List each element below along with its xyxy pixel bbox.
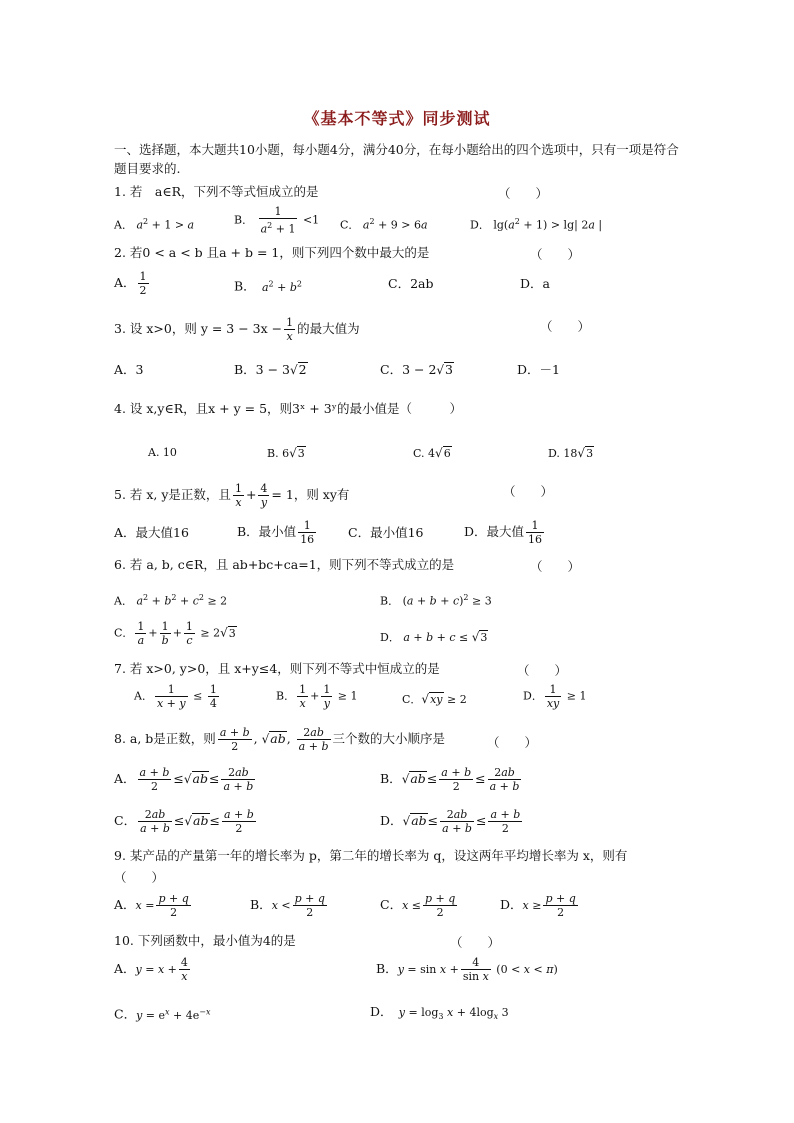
question-6-option-a: A． $a^2 + b^2 + c^2 \ge 2$ xyxy=(114,593,228,608)
question-10-option-a: A．y = x + $\frac{4}{x}$ xyxy=(114,956,188,983)
question-8-answer-blank: （ ） xyxy=(487,735,538,750)
question-10-option-b: B．y = sin x + $\frac{4}{\text{sin x}}$ (0 < x < π) xyxy=(376,956,558,983)
question-5-stem: 5. 若 x, y是正数，且 $\frac{1}{x}$ + $\frac{4}{y}$ = 1，则 xy有 xyxy=(114,482,350,509)
question-6-stem: 6. 若 a, b, c∈R，且 ab+bc+ca=1，则下列不等式成立的是 xyxy=(114,557,455,572)
question-9-stem: 9. 某产品的产量第一年的增长率为 p，第二年的增长率为 q，设这两年平均增长率为 x，则有 xyxy=(114,848,628,863)
question-3-option-b: B．3 − 3√2 xyxy=(234,362,307,377)
question-7-stem: 7. 若 x>0, y>0，且 x+y≤4，则下列不等式中恒成立的是 xyxy=(114,661,440,676)
question-4-option-d: D. 18√3 xyxy=(548,446,594,460)
question-10-option-c: C．$y = e^x + 4e^{-x}$ xyxy=(114,1006,211,1022)
question-3-option-d: D．－1 xyxy=(517,362,560,377)
question-9-option-c: C．x ≤ $\frac{p + q}{2}$ xyxy=(380,892,456,919)
question-7-option-d: D． $\frac{1}{xy}$ ≥ 1 xyxy=(523,683,587,710)
question-2-option-c: C．2ab xyxy=(388,276,434,291)
question-5-option-c: C．最小值16 xyxy=(348,525,424,540)
question-3-option-c: C．3 − 2√3 xyxy=(380,362,453,377)
question-2-option-d: D．a xyxy=(520,276,550,291)
question-5-answer-blank: （ ） xyxy=(503,484,554,499)
question-6-option-d: D． a + b + c ≤ √3 xyxy=(380,630,488,644)
question-8-option-b: B．√ab≤ $\frac{a + b}{2}$ ≤ $\frac{2ab}{a + b}$ xyxy=(380,766,520,793)
question-6-option-c: C． $\frac{1}{a}$ + $\frac{1}{b}$ + $\frac{1}{c}$ ≥ 2√3 xyxy=(114,620,236,647)
question-9-option-b: B．x < $\frac{p + q}{2}$ xyxy=(250,892,325,919)
question-5-option-b: B．最小值 $\frac{1}{16}$ xyxy=(237,519,315,546)
question-5-option-d: D．最大值 $\frac{1}{16}$ xyxy=(464,519,543,546)
question-9-option-a: A．x = $\frac{p + q}{2}$ xyxy=(114,892,189,919)
question-4-option-a: A. 10 xyxy=(148,446,177,459)
question-2-stem: 2. 若0 < a < b 且a + b = 1，则下列四个数中最大的是 xyxy=(114,245,430,260)
question-6-option-b: B． $(a + b + c)^2 \ge 3$ xyxy=(380,593,492,608)
question-1-option-a: A． $a^2 + 1 > a$ xyxy=(114,217,195,232)
question-6-answer-blank: （ ） xyxy=(530,559,581,574)
question-9-answer-blank: （ ） xyxy=(114,870,165,885)
question-10-option-d: D． $y = \log_3 x + 4\log_x$ 3 xyxy=(370,1004,509,1022)
question-8-option-d: D．√ab≤ $\frac{2ab}{a + b}$ ≤ $\frac{a + b}{2}$ xyxy=(380,808,521,835)
question-1-option-d: D． $\lg(a^2 + 1) > \lg|$ 2a | xyxy=(470,217,603,232)
question-7-option-a: A． $\frac{1}{x + y}$ ≤ $\frac{1}{4}$ xyxy=(134,683,217,710)
question-2-answer-blank: （ ） xyxy=(530,247,581,262)
question-2-option-a: A． $\frac{1}{2}$ xyxy=(114,270,147,297)
question-8-option-a: A． $\frac{a + b}{2}$ ≤√ab≤ $\frac{2ab}{a + b}$ xyxy=(114,766,254,793)
question-1-answer-blank: （ ） xyxy=(498,186,549,201)
section-intro: 一、选择题，本大题共10小题，每小题4分，满分40分，在每小题给出的四个选项中，只有一项是符合题目要求的. xyxy=(114,142,679,176)
page-title: 《基本不等式》同步测试 xyxy=(303,109,491,128)
question-4-option-c: C. 4√6 xyxy=(413,446,451,460)
question-10-stem: 10. 下列函数中，最小值为4的是 xyxy=(114,933,296,948)
question-10-answer-blank: （ ） xyxy=(450,935,501,950)
question-2-option-b: B． $a^2 + b^2$ xyxy=(234,278,302,294)
question-7-option-b: B． $\frac{1}{x}$ + $\frac{1}{y}$ ≥ 1 xyxy=(276,683,358,710)
question-1-stem: 1. 若 a∈R，下列不等式恒成立的是 xyxy=(114,184,319,199)
question-1-option-c: C． $a^2 + 9 > 6a$ xyxy=(340,217,428,232)
question-8-option-c: C． $\frac{2ab}{a + b}$ ≤√ab≤ $\frac{a + b}{2}$ xyxy=(114,808,254,835)
question-3-answer-blank: （ ） xyxy=(540,319,591,334)
question-4-option-b: B. 6√3 xyxy=(267,446,305,460)
question-4-stem: 4. 设 x,y∈R，且x + y = 5，则3ˣ + 3ʸ的最小值是（ ） xyxy=(114,401,462,416)
question-5-option-a: A．最大值16 xyxy=(114,525,189,540)
question-1-option-b: B． $\frac{1}{a^2 + 1}$ <1 xyxy=(234,205,320,236)
question-3-stem: 3. 设 x>0，则 y = 3 − 3x − $\frac{1}{x}$ 的最大值为 xyxy=(114,316,360,343)
question-3-option-a: A．3 xyxy=(114,362,144,377)
question-9-option-d: D．x ≥ $\frac{p + q}{2}$ xyxy=(500,892,576,919)
question-8-stem: 8. a, b是正数，则 $\frac{a + b}{2}$ , √ab, $\frac{2ab}{a + b}$ 三个数的大小顺序是 xyxy=(114,726,446,753)
question-7-option-c: C．√xy ≥ 2 xyxy=(402,692,467,706)
question-7-answer-blank: （ ） xyxy=(517,663,568,678)
